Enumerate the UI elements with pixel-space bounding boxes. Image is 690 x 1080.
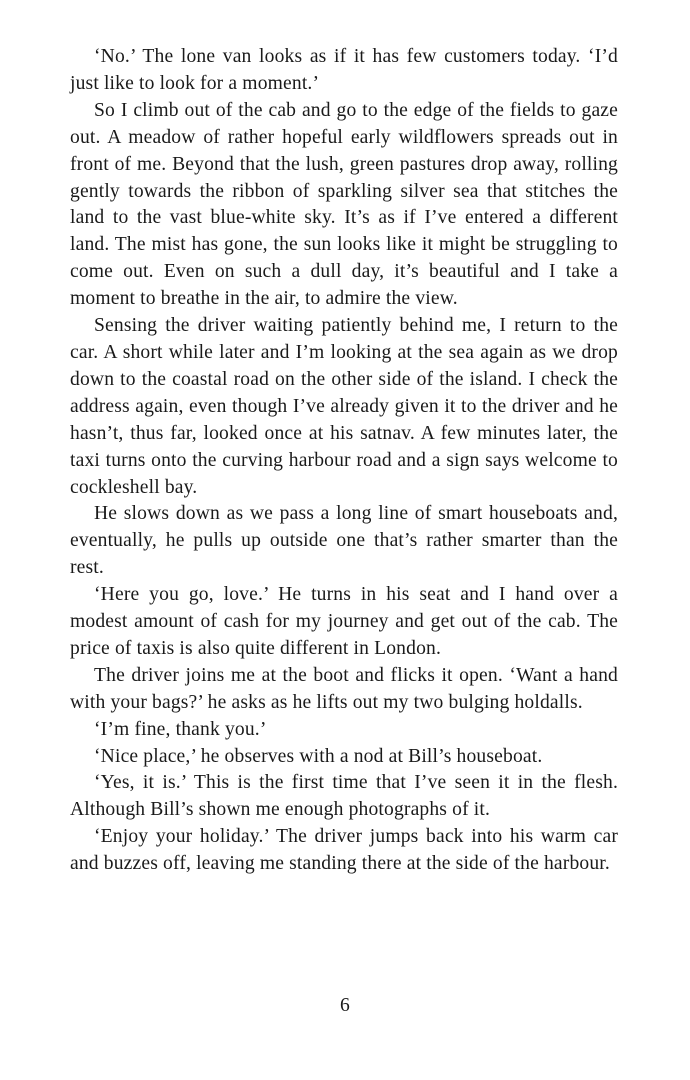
paragraph-4: He slows down as we pass a long line of smart houseboats and, eventually, he pulls up outside one that’s rather smarter than the rest.	[70, 503, 618, 579]
paragraph-5: ‘Here you go, love.’ He turns in his seat and I hand over a modest amount of cash for my journey and get out of the cab. The price of taxis is also quite different in London.	[70, 584, 618, 659]
paragraph-1: ‘No.’ The lone van looks as if it has few customers today. ‘I’d just like to look for a moment.’	[70, 46, 618, 94]
paragraph-7: ‘I’m fine, thank you.’	[94, 718, 267, 740]
body-text	[70, 44, 618, 878]
page-number: 6	[340, 995, 350, 1016]
paragraph-9: ‘Yes, it is.’ This is the first time that I’ve seen it in the flesh. Although Bill’s shown me enough photographs of it.	[70, 772, 618, 821]
paragraph-2: So I climb out of the cab and go to the edge of the fields to gaze out. A meadow of rather hopeful early wildflowers spreads out in front of me. Beyond that the lush, green pastures drop away, rolling gently towards the ribbon of sparkling silver sea that stitches the land to the vast blue-white sky. It’s as if I’ve entered a different land. The mist has gone, the sun looks like it might be struggling to come out. Even on such a dull day, it’s beautiful and I take a moment to breathe in the air, to admire the view.	[70, 99, 618, 310]
paragraph-10: ‘Enjoy your holiday.’ The driver jumps back into his warm car and buzzes off, leaving me standing there at the side of the harbour.	[70, 826, 618, 875]
paragraph-8: ‘Nice place,’ he observes with a nod at Bill’s houseboat.	[94, 745, 543, 767]
paragraph-6: The driver joins me at the boot and flicks it open. ‘Want a hand with your bags?’ he asks as he lifts out my two bulging holdalls.	[70, 664, 618, 713]
paragraph-3: Sensing the driver waiting patiently behind me, I return to the car. A short while later and I’m looking at the sea again as we drop down to the coastal road on the other side of the island. I check the address again, even though I’ve already given it to the driver and he hasn’t, thus far, looked once at his satnav. A few minutes later, the taxi turns onto the curving harbour road and a sign says welcome to cockleshell bay.	[70, 315, 618, 498]
